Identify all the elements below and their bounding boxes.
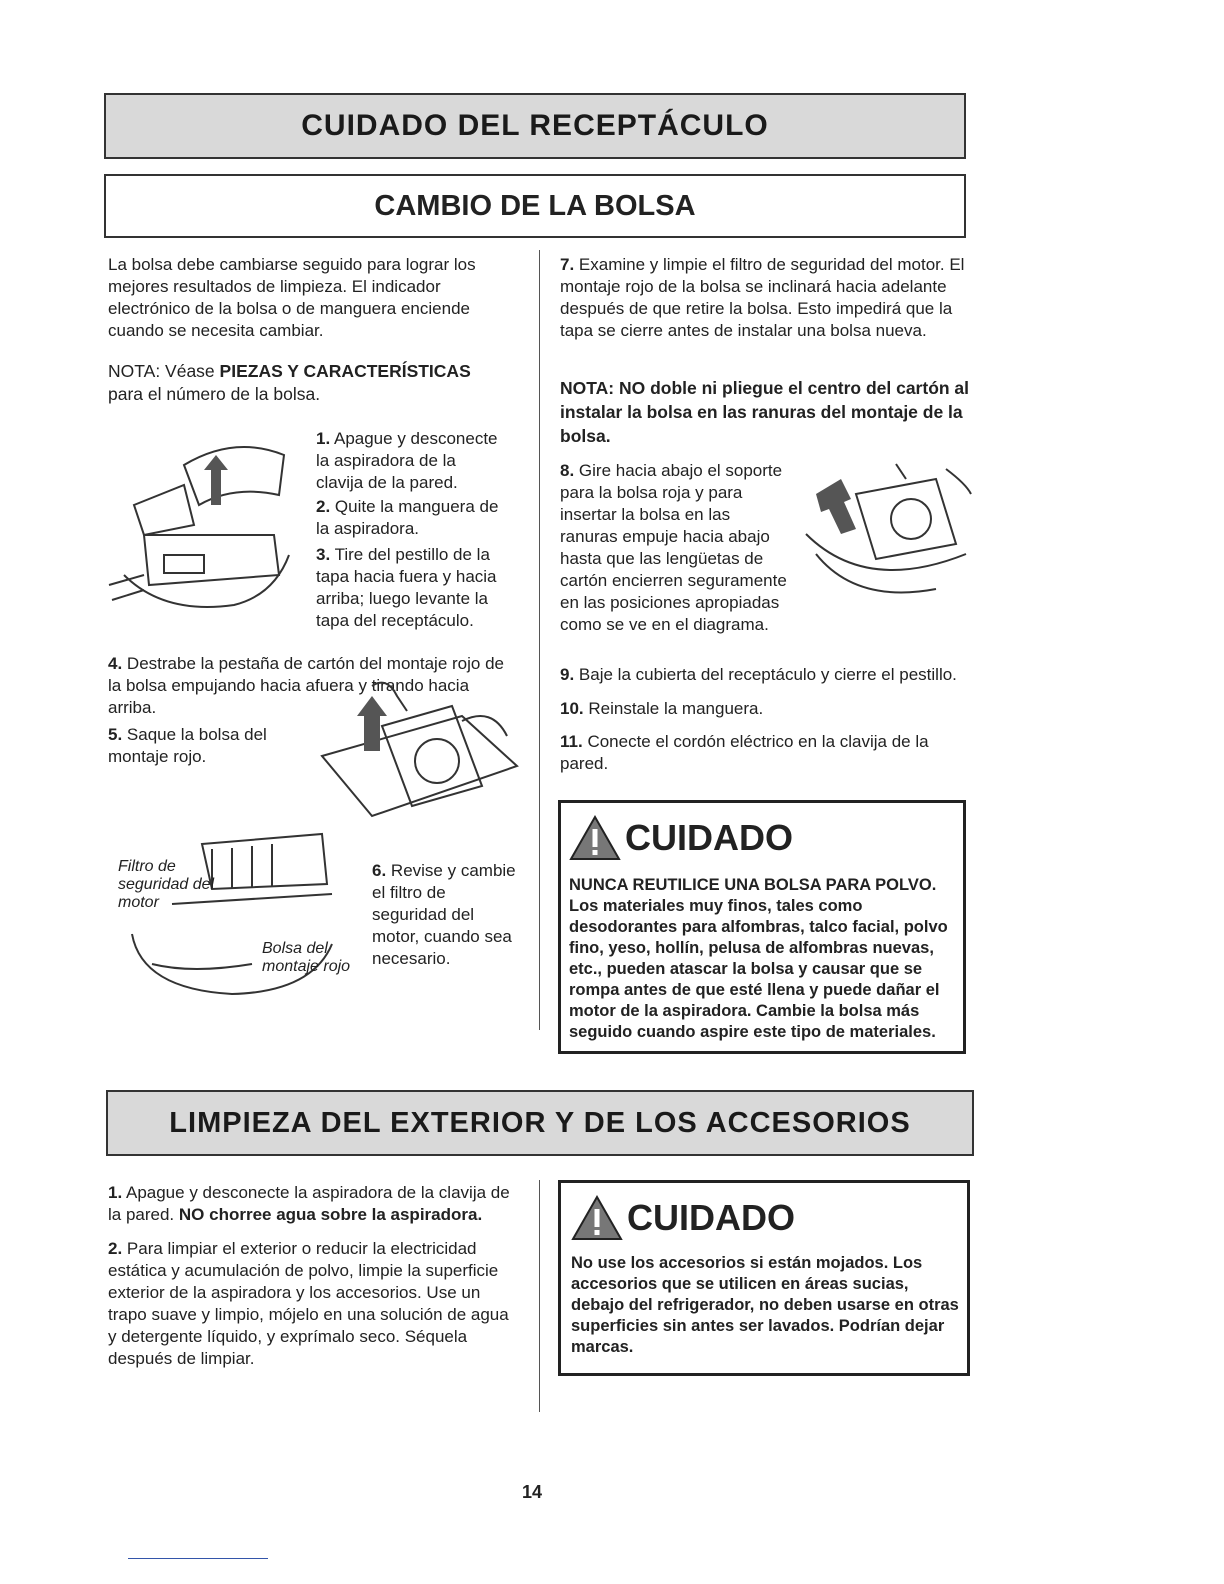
clean-step-1-num: 1.: [108, 1183, 123, 1202]
step-1-num: 1.: [316, 429, 331, 448]
step-10: [560, 698, 970, 720]
step-8-text: Gire hacia abajo el soporte para la bolsa roja y para insertar la bolsa en las ranuras empuje hacia abajo hasta que las lengüetas de cartón encierren seguramente en las posiciones apropiadas como se ve en el diagrama.: [560, 461, 787, 634]
clean-step-2-text: Para limpiar el exterior o reducir la electricidad estática y acumulación de polvo, limpie la superficie exterior de la aspiradora y los accesorios. Use un trapo suave y limpio, mójelo en una solución de agua y detergente líquido, y exprímalo seco. Séquela después de limpiar.: [108, 1239, 509, 1368]
vacuum-lid-illustration: [104, 425, 304, 630]
note-parts: [108, 360, 508, 406]
step-5-text: Saque la bolsa del montaje rojo.: [108, 725, 267, 766]
step-5-num: 5.: [108, 725, 123, 744]
step-7-text: Examine y limpie el filtro de seguridad del motor. El montaje rojo de la bolsa se inclinará hacia adelante después de que retire la bolsa. Esto impedirá que la tapa se cierre antes de instalar una bolsa nueva.: [560, 255, 965, 340]
caution-title-text-2: CUIDADO: [627, 1197, 795, 1238]
column-divider-2: [539, 1180, 540, 1412]
step-4-num: 4.: [108, 654, 123, 673]
caution-title-2: [571, 1195, 959, 1241]
step-7-num: 7.: [560, 255, 575, 274]
step-6: [372, 860, 522, 970]
step-1: [316, 428, 506, 494]
step-10-text: Reinstale la manguera.: [588, 699, 764, 718]
step-8: [560, 460, 792, 636]
caution-body-2: No use los accesorios si están mojados. Los accesorios que se utilicen en áreas sucias, debajo del refrigerador, no deben usarse en otras superficies sin antes ser lavados. Podrían dejar marcas.: [571, 1254, 959, 1356]
step-11-num: 11.: [560, 732, 583, 751]
step-6-num: 6.: [372, 861, 387, 880]
step-9-text: Baje la cubierta del receptáculo y cierre el pestillo.: [578, 665, 957, 684]
section-banner-cleaning: [106, 1090, 974, 1156]
step-2-num: 2.: [316, 497, 331, 516]
warning-triangle-icon: [569, 815, 621, 861]
step-3-text: Tire del pestillo de la tapa hacia fuera y hacia arriba; luego levante la tapa del receptáculo.: [316, 545, 497, 630]
warning-triangle-icon: [571, 1195, 623, 1241]
step-1-text: Apague y desconecte la aspiradora de la clavija de la pared.: [316, 429, 498, 492]
section-title-cleaning: LIMPIEZA DEL EXTERIOR Y DE LOS ACCESORIOS: [169, 1107, 911, 1139]
note-end: para el número de la bolsa.: [108, 384, 321, 404]
subtitle-box: [104, 174, 966, 238]
section-title: CUIDADO DEL RECEPTÁCULO: [301, 109, 769, 142]
caution-line1: NUNCA REUTILICE UNA BOLSA PARA POLVO.: [569, 876, 937, 894]
bag-insert-illustration: [796, 454, 976, 604]
step-9-num: 9.: [560, 665, 575, 684]
intro-paragraph: La bolsa debe cambiarse seguido para lograr los mejores resultados de limpieza. El indicador electrónico de la bolsa o de manguera enciende cuando se necesita cambiar.: [108, 255, 476, 340]
note-bold: PIEZAS Y CARACTERÍSTICAS: [219, 361, 471, 381]
step-5: [108, 724, 298, 768]
bag-removal-illustration: [312, 676, 522, 826]
step-3: [316, 544, 506, 632]
page-number: 14: [521, 1482, 543, 1502]
caution-body: Los materiales muy finos, tales como desodorantes para alfombras, talco facial, polvo fino, yeso, hollín, pelusa de alfombras nuevas, etc., pueden atascar la bolsa y causar que se rompa antes de que esté llena y puede dañar el motor de la aspiradora. Cambie la bolsa más seguido cuando aspire este tipo de materiales.: [569, 897, 948, 1041]
clean-step-1: [108, 1182, 518, 1226]
step-7: [560, 254, 965, 342]
caution-box-bag: [558, 800, 966, 1054]
step-8-num: 8.: [560, 461, 575, 480]
footer-rule: [128, 1558, 268, 1559]
caution-title-text: CUIDADO: [625, 817, 793, 858]
figure-label-filter: Filtro de seguridad del motor: [118, 858, 215, 911]
page-subtitle: CAMBIO DE LA BOLSA: [374, 190, 696, 222]
figure-label-bag: Bolsa del montaje rojo: [262, 940, 351, 975]
clean-step-1-bold: NO chorree agua sobre la aspiradora.: [178, 1205, 483, 1224]
step-11-text: Conecte el cordón eléctrico en la clavija de la pared.: [560, 732, 929, 773]
step-9: [560, 664, 970, 686]
step-3-num: 3.: [316, 545, 331, 564]
note-do-not-fold: NOTA: NO doble ni pliegue el centro del cartón al instalar la bolsa en las ranuras del montaje de la bolsa.: [560, 378, 970, 446]
clean-step-2: [108, 1238, 518, 1370]
caution-box-accessories: [558, 1180, 970, 1376]
clean-step-2-num: 2.: [108, 1239, 123, 1258]
step-2-text: Quite la manguera de la aspiradora.: [316, 497, 499, 538]
column-divider: [539, 250, 540, 1030]
clean-step-1-text: Apague y desconecte la aspiradora de la clavija de la pared.: [108, 1183, 510, 1224]
section-banner: [104, 93, 966, 159]
note-prefix: NOTA:: [108, 361, 161, 381]
step-2: [316, 496, 506, 540]
step-10-num: 10.: [560, 699, 584, 718]
step-4-text: Destrabe la pestaña de cartón del montaje rojo de la bolsa empujando hacia afuera y tirando hacia arriba.: [108, 654, 504, 717]
note-mid: Véase: [160, 361, 220, 381]
step-11: [560, 731, 965, 775]
caution-title: [569, 815, 955, 861]
step-6-text: Revise y cambie el filtro de seguridad del motor, cuando sea necesario.: [372, 861, 516, 968]
